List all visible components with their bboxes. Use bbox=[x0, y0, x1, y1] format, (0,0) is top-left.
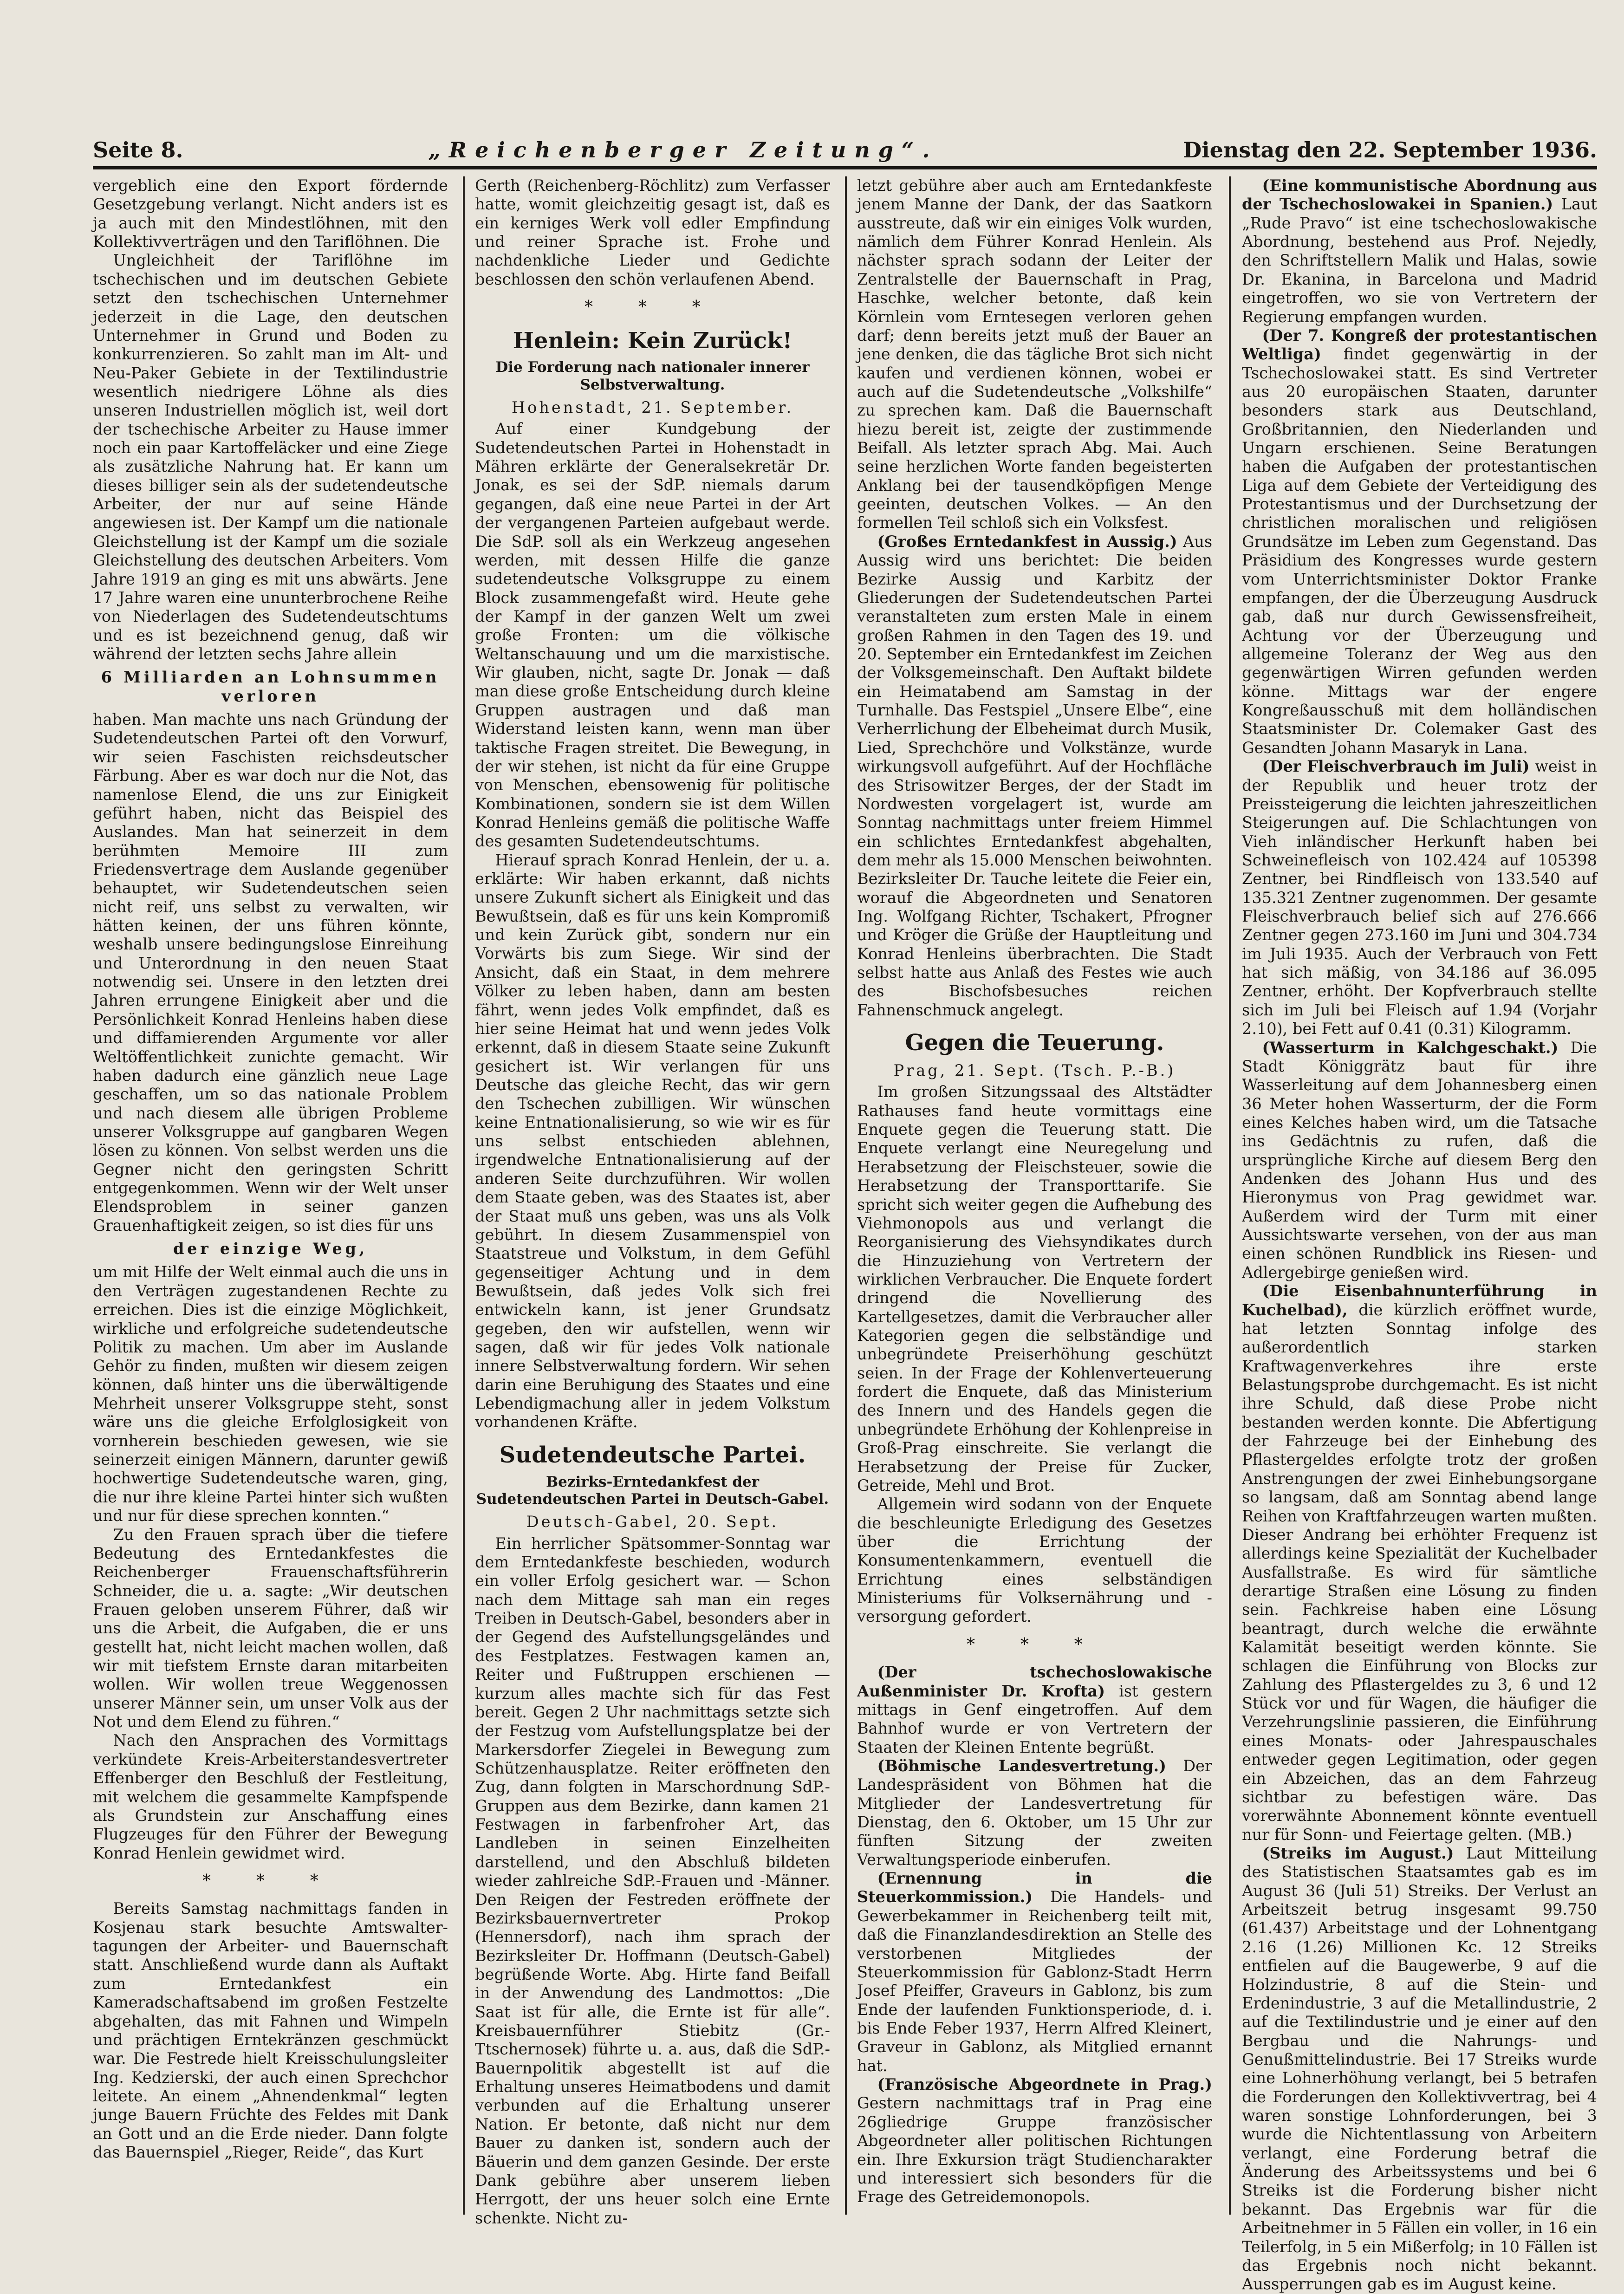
brief-heading: (Wasserturm in Kalchgeschakt.) bbox=[1262, 1038, 1559, 1057]
brief-text: Die Stadt Königgrätz baut für ihre Wasserleitung auf dem Johannesberg einen 36 Meter hohen Wasserturm, der die Form eines Kelches haben wird, um die Tatsache ins Gedächtnis zu rufen, daß die ursprüngliche Kirche auf diesem Berg den Andenken des Johann Hus und des Hieronymus von Prag gewidmet war. Außerdem wird der Turm mit einer Aussichtswarte versehen, von der aus man einen schönen Rundblick ins Riesen- und Adlergebirge genießen wird. bbox=[1242, 1038, 1597, 1281]
dateline: Hohenstadt, 21. September. bbox=[511, 398, 794, 417]
paragraph: Bereits Samstag nachmittags fanden in Kosjenau stark besuchte Amtswalter-tagungen der Arbeiter- und Bauernschaft statt. Anschließend wurde dann als Auftakt zum Erntedankfest ein Kameradschaftsabend im großen Festzelte abgehalten, das mit Fahnen und Wimpeln und prächtigen Erntekränzen geschmückt war. Die Festrede hielt Kreisschulungsleiter Ing. Kedzierski, der auch einen Sprechchor leitete. An einem „Ahnendenkmal“ legten junge Bauern Früchte des Feldes mit Dank an Gott und an die Erde nieder. Dann folgte das Bauernspiel „Rieger, Reide“, das Kurt bbox=[93, 1899, 448, 2162]
paragraph bbox=[1242, 176, 1597, 326]
paragraph: letzt gebühre aber auch am Erntedankfeste jenem Manne der Dank, der das Saatkorn ausstreute, daß wir ein einiges Volk wurden, nämlich dem Führer Konrad Henlein. Als nächster sprach sodann der Leiter der Zentralstelle der Bauernschaft in Prag, Haschke, welcher betonte, daß kein Körnlein vom Erntesegen verloren gehen darf; denn bereits jetzt muß der Bauer an jene denken, die das tägliche Brot sich nicht kaufen und verdienen können, wobei er auch auf die Sudetendeutsche „Volkshilfe“ zu sprechen kam. Daß die Bauernschaft hiezu bereit ist, zeigte der zustimmende Beifall. Als letzter sprach Abg. Mai. Auch seine herzlichen Worte fanden begeisterten Anklang bei der tausendköpfigen Menge geeinten, deutschen Volkes. — An den formellen Teil schloß sich ein Volksfest. bbox=[857, 176, 1212, 532]
separator-stars: * * * bbox=[967, 1635, 1103, 1654]
paragraph bbox=[857, 1663, 1212, 1757]
brief-heading: (Eine kommunistische Abordnung aus der Tschechoslowakei in Spanien.) bbox=[1242, 176, 1597, 214]
brief-text: Aus Aussig wird uns berichtet: Die beiden Bezirke Aussig und Karbitz der Gliederungen der Sudetendeutschen Partei veranstalteten zum ersten Male in einem großen Rahmen in den Tagen des 19. und 20. September ein Erntedankfest im Zeichen der Volksgemeinschaft. Den Auftakt bildete ein Heimatabend am Samstag in der Turnhalle. Das Festspiel „Unsere Elbe“, eine Verherrlichung der Elbeheimat durch Musik, Lied, Sprechchöre und Volkstänze, wurde wirkungsvoll aufgeführt. Auf der Hochfläche des Strisowitzer Berges, der der Stadt im Nordwesten vorgelagert ist, wurde am Sonntag nachmittags unter freiem Himmel ein schlichtes Erntedankfest abgehalten, dem mehr als 15.000 Menschen beiwohnten. Bezirksleiter Dr. Tauche leitete die Feier ein, worauf die Abgeordneten und Senatoren Ing. Wolfgang Richter, Tschakert, Pfrogner und Kröger die Grüße der Hauptleitung und Konrad Henleins überbrachten. Die Stadt selbst hatte aus Anlaß des Festes wie auch des Bischofsbesuches reichen Fahnenschmuck angelegt. bbox=[857, 532, 1213, 1019]
paragraph: Zu den Frauen sprach über die tiefere Bedeutung des Erntedankfestes die Reichenberger Frauenschaftsführerin Schneider, die u. a. sagte: „Wir deutschen Frauen geloben unserem Führer, daß wir uns die Arbeit, die Aufgaben, die er uns gestellt hat, nicht leicht machen wollen, daß wir mit tiefstem Ernste daran mitarbeiten wollen. Wir wollen treue Weggenossen unserer Männer sein, um unser Volk aus der Not und dem Elend zu führen.“ bbox=[93, 1525, 448, 1731]
brief-heading: (Der tschechoslowakische Außenminister Dr. Krofta) bbox=[857, 1663, 1212, 1700]
separator-stars: * * * bbox=[585, 298, 721, 317]
brief-text: Laut „Rude Pravo“ ist eine tschechoslowakische Abordnung, bestehend aus Prof. Nejedly, den Schriftstellern Malik und Halas, sowie Dr. Ekanina, in Barcelona und Madrid eingetroffen, wo sie von Vertretern der Regierung empfangen wurden. bbox=[1242, 195, 1597, 326]
brief-heading: (Der Fleischverbrauch im Juli) bbox=[1262, 757, 1530, 776]
paragraph bbox=[1242, 1844, 1597, 2294]
paragraph: Nach den Ansprachen des Vormittags verkündete Kreis-Arbeiterstandesvertreter Effenberger den Beschluß der Festleitung, mit welchem die gesammelte Kampfspende als Grundstein zur Anschaffung eines Flugzeuges für den Führer der Bewegung Konrad Henlein gewidmet wird. bbox=[93, 1731, 448, 1862]
brief-text: Gestern nachmittags traf in Prag eine 26gliedrige Gruppe französischer Abgeordneter aller politischen Richtungen ein. Ihre Exkursion trägt Studiencharakter und interessiert sich besonders für die Frage des Getreidemonopols. bbox=[857, 2094, 1212, 2206]
issue-date: Dienstag den 22. September 1936. bbox=[1183, 137, 1597, 162]
column-4 bbox=[1242, 176, 1597, 2294]
dateline: Deutsch-Gabel, 20. Sept. bbox=[526, 1513, 779, 1531]
brief-heading: (Der 7. Kongreß der protestantischen Weltliga) bbox=[1242, 326, 1597, 364]
brief-text: Die Handels- und Gewerbekammer in Reichenberg teilt mit, daß die Finanzlandesdirektion an Stelle des verstorbenen Mitgliedes der Steuerkommission für Gablonz-Stadt Herrn Josef Pfeiffer, Graveurs in Gablonz, bis zum Ende der laufenden Funktionsperiode, d. i. bis Ende Feber 1937, Herrn Alfred Kleinert, Graveur in Gablonz, als Mitglied ernannt hat. bbox=[857, 1888, 1212, 2075]
masthead bbox=[93, 124, 1597, 169]
paragraph: Im großen Sitzungssaal des Altstädter Rathauses fand heute vormittags eine Enquete gegen die Teuerung statt. Die Enquete verlangt eine Neuregelung und Herabsetzung der Fleischsteuer, sowie die Herabsetzung der Transporttarife. Sie spricht sich weiter gegen die Aufhebung des Viehmonopols aus und verlangt die Reorganisierung des Viehsyndikates durch die Hinzuziehung von Vertretern der wirklichen Verbraucher. Die Enquete fordert dringend die Novellierung des Kartellgesetzes, damit die Verbraucher aller Kategorien gegen die selbständige und unbegründete Preiserhöhung geschützt seien. In der Frage der Kohlenverteuerung fordert die Enquete, daß das Ministerium des Innern und des Handels gegen die unbegründete Erhöhung der Kohlenpreise in Groß-Prag einschreite. Sie verlangt die Herabsetzung der Preise für Zucker, Getreide, Mehl und Brot. bbox=[857, 1083, 1212, 1495]
paragraph: Gerth (Reichenberg-Röchlitz) zum Verfasser hatte, womit gleichzeitig gesagt ist, daß es ein kerniges Werk voll edler Empfindung und reiner Sprache ist. Frohe und nachdenkliche Lieder und Gedichte beschlossen den schön verlaufenen Abend. bbox=[475, 176, 830, 288]
paragraph: Ein herrlicher Spätsommer-Sonntag war dem Erntedankfeste beschieden, wodurch ein voller Erfolg gesichert war. — Schon nach dem Mittage sah man ein reges Treiben in Deutsch-Gabel, besonders aber in der Gegend des Aufstellungsgeländes und des Festplatzes. Festwagen kamen an, Reiter und Fußtruppen erschienen — kurzum alles machte sich für das Fest bereit. Gegen 2 Uhr nachmittags setzte sich der Festzug vom Aufstellungsplatze bei der Markersdorfer Ziegelei in Bewegung zum Schützenhausplatze. Reiter eröffneten den Zug, dann folgten in Marschordnung SdP.-Gruppen aus dem Bezirke, dann kamen 21 Festwagen in farbenfroher Art, das Landleben in seinen Einzelheiten darstellend, und den Abschluß bildeten wieder zahlreiche SdP.-Frauen und -Männer. Den Reigen der Festreden eröffnete der Bezirksbauernvertreter Prokop (Hennersdorf), nach ihm sprach der Bezirksleiter Dr. Hoffmann (Deutsch-Gabel) begrüßende Worte. Abg. Hirte fand Beifall in der Anwendung des Landmottos: „Die Saat ist für alle, die Ernte ist für alle“. Kreisbauernführer Stiebitz (Gr.-Ttschernosek) führte u. a. aus, daß die SdP.-Bauernpolitik abgestellt ist auf die Erhaltung unseres Heimatbodens und damit verbunden auf die Erhaltung unserer Nation. Er betonte, daß nicht nur dem Bauer zu danken ist, sondern auch der Bäuerin und dem ganzen Gesinde. Der erste Dank gebühre aber unserem lieben Herrgott, der uns heuer solch eine Ernte schenkte. Nicht zu- bbox=[475, 1534, 830, 2227]
brief-heading: (Großes Erntedankfest in Aussig.) bbox=[877, 532, 1177, 551]
columns bbox=[93, 176, 1597, 2294]
brief-text: ist gestern mittags in Genf eingetroffen. Auf dem Bahnhof wurde er von Vertretern der Staaten der Kleinen Entente begrüßt. bbox=[857, 1682, 1213, 1756]
paragraph bbox=[1242, 1039, 1597, 1282]
column-rule bbox=[463, 176, 465, 2215]
article-deck: Die Forderung nach nationaler innerer Selbstverwaltung. bbox=[495, 359, 810, 393]
paragraph bbox=[857, 2075, 1212, 2207]
brief-text: Laut Mitteilung des Statistischen Staatsamtes gab es im August 36 (Juli 51) Streiks. Der Verlust an Arbeitszeit betrug insgesamt 99.750 (61.437) Arbeitstage und der Lohnentgang 2.16 (1.26) Millionen Kc. 12 Streiks entfielen auf die Baugewerbe, 9 auf die Holzindustrie, 8 auf die Stein- und Erdenindustrie, 3 auf die Metallindustrie, 2 auf die Textilindustrie und je einer auf den Bergbau und die Nahrungs- und Genußmittelindustrie. Bei 17 Streiks wurde eine Lohnerhöhung verlangt, bei 5 betrafen die Forderungen den Kollektivvertrag, bei 4 waren sonstige Lohnforderungen, bei 3 wurde die Nichtentlassung von Arbeitern verlangt, eine Forderung betraf die Änderung des Arbeitssystems und bei 6 Streiks ist die Forderung bisher nicht bekannt. Das Ergebnis war für die Arbeitnehmer in 5 Fällen ein voller, in 16 ein Teilerfolg, in 5 ein Mißerfolg; in 10 Fällen ist das Ergebnis noch nicht bekannt. Aussperrungen gab es im August keine. bbox=[1242, 1844, 1597, 2294]
paragraph: Hierauf sprach Konrad Henlein, der u. a. erklärte: Wir haben erkannt, daß nichts unsere Zukunft sichert als Einigkeit und das Bewußtsein, daß es für uns kein Kompromiß und kein Zurück gibt, sondern nur ein Vorwärts bis zum Siege. Wir sind der Ansicht, daß ein Staat, in dem mehrere Völker zu leben haben, dann am besten fährt, wenn jedes Volk empfindet, daß es hier seine Heimat hat und wenn jedes Volk erkennt, daß in diesem Staate seine Zukunft gesichert ist. Wir verlangen für uns Deutsche das gleiche Recht, das wir gern den Tschechen zubilligen. Wir wünschen keine Entnationalisierung, so wie wir es für uns selbst entschieden ablehnen, irgendwelche Entnationalisierung auf der anderen Seite durchzuführen. Wir wollen dem Staate geben, was des Staates ist, aber der Staat muß uns geben, was uns als Volk gebührt. In diesem Zusammenspiel von Staatstreue und Volkstum, in dem Gefühl gegenseitiger Achtung und in dem Bewußtsein, daß jedes Volk sich frei entwickeln kann, ist jener Grundsatz gegeben, den wir aufstellen, wenn wir sagen, daß wir für jedes Volk nationale innere Selbstverwaltung fordern. Wir sehen darin eine Beruhigung des Staates und eine Lebendigmachung aller in jedem Volkstum vorhandenen Kräfte. bbox=[475, 851, 830, 1431]
dateline: Prag, 21. Sept. (Tsch. P.-B.) bbox=[893, 1061, 1176, 1079]
brief-heading: (Französische Abgeordnete in Prag.) bbox=[877, 2075, 1212, 2094]
column-3 bbox=[857, 176, 1212, 2215]
article-headline: Gegen die Teuerung. bbox=[905, 1030, 1164, 1056]
brief-heading: (Streiks im August.) bbox=[1262, 1844, 1454, 1862]
paragraph bbox=[857, 1869, 1212, 2075]
paragraph bbox=[857, 1757, 1212, 1869]
brief-text: findet gegenwärtig in der Tschechoslowakei statt. Es sind Vertreter aus 20 europäischen Staaten, darunter besonders stark aus Deutschland, Großbritannien, den Niederlanden und Ungarn erschienen. Seine Beratungen haben die Aufgaben der protestantischen Liga auf dem Gebiete der Verteidigung des Protestantismus und der Durchsetzung der christlichen moralischen und religiösen Grundsätze im Leben zum Gegenstand. Das Präsidium des Kongresses wurde gestern vom Unterrichtsminister Doktor Franke empfangen, der die Überzeugung Ausdruck gab, daß nur durch Gewissensfreiheit, Achtung vor der Überzeugung und allgemeine Toleranz der Weg aus den gegenwärtigen Wirren gefunden werden könne. Mittags war der engere Kongreßausschuß mit dem holländischen Staatsminister Dr. Colemaker Gast des Gesandten Johann Masaryk in Lana. bbox=[1242, 345, 1597, 757]
brief-text: die kürzlich eröffnet wurde, hat letzten Sonntag infolge des außerordentlich starken Kraftwagenverkehres ihre erste Belastungsprobe durchgemacht. Es ist nicht ihre Schuld, daß diese Probe nicht bestanden werden konnte. Die Abfertigung der Fahrzeuge bei der Einhebung des Pflastergeldes erfolgte trotz der großen Anstrengungen der zwei Einhebungsorgane so langsam, daß am Sonntag abend lange Reihen von Kraftfahrzeugen warten mußten. Dieser Andrang bei erhöhter Frequenz ist allerdings keine Spezialität der Kuchelbader Ausfallstraße. Es wird für sämtliche derartige Straßen eine Lösung zu finden sein. Fachkreise haben eine Lösung beantragt, durch welche die erwähnte Kalamität beseitigt werden könnte. Sie schlagen die Einführung von Blocks zur Zahlung des Pflastergeldes zu 3, 6 und 12 Stück vor und für Wagen, die häufiger die Verzehrungslinie passieren, die Einführung eines Monats- oder Jahrespauschales entweder gegen Legitimation, oder gegen ein Abzeichen, das an dem Fahrzeug sichtbar zu befestigen wäre. Das vorerwähnte Abonnement könnte eventuell nur für Sonn- und Feiertage gelten. (MB.) bbox=[1242, 1300, 1597, 1844]
article-deck: Bezirks-Erntedankfest der Sudetendeutschen Partei in Deutsch-Gabel. bbox=[476, 1473, 829, 1508]
paragraph bbox=[1242, 326, 1597, 757]
brief-text: weist in der Republik und heuer trotz der Preissteigerung die leichten jahreszeitlichen Steigerungen auf. Die Schlachtungen von Vieh inländischer Herkunft haben bei Schweinefleisch von 102.424 auf 105398 Zentner, bei Rindfleisch von 133.540 auf 135.321 Zentner zugenommen. Der gesamte Fleischverbrauch belief sich auf 276.666 Zentner gegen 273.160 im Juni und 304.734 im Juli 1935. Auch der Verbrauch von Fett hat sich mäßig, von 34.186 auf 36.095 Zentner, erhöht. Der Kopfverbrauch stellte sich im Juli bei Fleisch auf 1.94 (Vorjahr 2.10), bei Fett auf 0.41 (0.31) Kilogramm. bbox=[1242, 757, 1597, 1038]
newspaper-title: „Reichenberger Zeitung“. bbox=[428, 137, 938, 162]
paragraph: vergeblich eine den Export fördernde Gesetzgebung verlangt. Nicht anders ist es ja auch mit den Mindestlöhnen, mit den Kollektivverträgen und den Tariflöhnen. Die bbox=[93, 176, 448, 251]
brief-text: Der Landespräsident von Böhmen hat die Mitglieder der Landesvertretung für Dienstag, den 6. Oktober, um 15 Uhr zur fünften Sitzung der zweiten Verwaltungsperiode einberufen. bbox=[857, 1756, 1212, 1869]
column-2 bbox=[475, 176, 830, 2227]
column-1 bbox=[93, 176, 448, 2215]
paragraph bbox=[1242, 757, 1597, 1038]
paragraph: haben. Man machte uns nach Gründung der Sudetendeutschen Partei oft den Vorwurf, wir seien Faschisten reichsdeutscher Färbung. Aber es war doch nur die Not, das namenlose Elend, die uns zur Einigkeit geführt haben, nicht das Beispiel des Auslandes. Man hat seinerzeit in dem berühmten Memoire III zum Friedensvertrage dem Auslande gegenüber behauptet, wir Sudetendeutschen seien nicht reif, uns selbst zu verwalten, wir hätten keinen, der uns führen könnte, weshalb unsere bedingungslose Einreihung und Unterordnung in den neuen Staat notwendig sei. Unsere in den letzten drei Jahren errungene Einigkeit aber und die Persönlichkeit Konrad Henleins haben diese und diffamierenden Argumente vor aller Weltöffentlichkeit zunichte gemacht. Wir haben dadurch eine gänzlich neue Lage geschaffen, um so das nationale Problem und nach diesem alle übrigen Probleme unserer Volksgruppe auf gangbaren Wegen lösen zu können. Von selbst werden uns die Gegner nicht den geringsten Schritt entgegenkommen. Wenn wir der Welt unser Elendsproblem in seiner ganzen Grauenhaftigkeit zeigen, so ist dies für uns bbox=[93, 710, 448, 1235]
paragraph bbox=[1242, 1282, 1597, 1844]
subheading: 6 Milliarden an Lohnsummen verloren bbox=[101, 668, 440, 705]
paragraph: Ungleichheit der Tariflöhne im tschechischen und im deutschen Gebiete setzt den tschechischen Unternehmer jederzeit in die Lage, den deutschen Unternehmer in Grund und Boden zu konkurrenzieren. So zahlt man im Alt- und Neu-Paker Gebiete in der Textilindustrie wesentlich niedrigere Löhne als dies unseren Industriellen möglich ist, weil dort der tschechische Arbeiter zu Hause immer noch ein paar Kartoffeläcker und eine Ziege als zusätzliche Nahrung hat. Er kann um dieses billiger sein als der sudetendeutsche Arbeiter, der nur auf seine Hände angewiesen ist. Der Kampf um die nationale Gleichstellung ist der Kampf um die soziale Gleichstellung des deutschen Arbeiters. Vom Jahre 1919 an ging es mit uns abwärts. Jene 17 Jahre waren eine ununterbrochene Reihe von Niederlagen des Sudetendeutschtums und es ist bezeichnend genug, daß wir während der letzten sechs Jahre allein bbox=[93, 251, 448, 663]
subheading: der einzige Weg, bbox=[173, 1240, 368, 1258]
brief-heading: (Die Eisenbahnunterführung in Kuchelbad), bbox=[1242, 1282, 1597, 1319]
paragraph: um mit Hilfe der Welt einmal auch die uns in den Verträgen zugestandenen Rechte zu erreichen. Dies ist die einzige Möglichkeit, wirkliche und erfolgreiche sudetendeutsche Politik zu machen. Um aber im Auslande Gehör zu finden, mußten wir diesem zeigen können, daß hinter uns die überwältigende Mehrheit unserer Volksgruppe steht, sonst wäre uns die gleiche Erfolglosigkeit von vornherein beschieden gewesen, wie sie seinerzeit einigen Männern, darunter gewiß hochwertige Sudetendeutsche waren, ging, die nur ihre kleine Partei hinter sich wußten und nur für diese sprechen konnten.“ bbox=[93, 1263, 448, 1525]
column-rule bbox=[845, 176, 847, 2215]
article-headline: Sudetendeutsche Partei. bbox=[499, 1442, 806, 1468]
paragraph: Auf einer Kundgebung der Sudetendeutschen Partei in Hohenstadt in Mähren erklärte der Generalsekretär Dr. Jonak, es sei der SdP. niemals darum gegangen, daß eine neue Partei in der Art der vergangenen Parteien aufgebaut werde. Die SdP. soll als ein Werkzeug angesehen werden, mit dessen Hilfe die ganze sudetendeutsche Volksgruppe zu einem Block zusammengefaßt wird. Heute gehe der Kampf in der ganzen Welt um zwei große Fronten: um die völkische Weltanschauung und um die marxistische. Wir glauben, nicht, sagte Dr. Jonak — daß man diese große Entscheidung durch kleine Gruppen austragen und daß man Widerstand leisten kann, wenn man über taktische Fragen streitet. Die Bewegung, in der wir stehen, ist nicht da für eine Gruppe von Menschen, ebensowenig für politische Kombinationen, sondern sie ist dem Willen Konrad Henleins gemäß die politische Waffe des gesamten Sudetendeutschtums. bbox=[475, 420, 830, 851]
column-rule bbox=[1229, 176, 1231, 2215]
page-number: Seite 8. bbox=[93, 137, 183, 162]
brief-heading: (Böhmische Landesvertretung.) bbox=[877, 1756, 1167, 1775]
article-headline: Henlein: Kein Zurück! bbox=[513, 327, 793, 354]
separator-stars: * * * bbox=[202, 1871, 338, 1891]
brief-heading: (Ernennung in die Steuerkommission.) bbox=[857, 1869, 1212, 1906]
paragraph: Allgemein wird sodann von der Enquete die beschleunigte Erledigung des Gesetzes über die Errichtung der Konsumentenkammern, eventuell die Errichtung eines selbständigen Ministeriums für Volksernährung und -versorgung gefordert. bbox=[857, 1495, 1212, 1626]
paragraph bbox=[857, 533, 1212, 1020]
